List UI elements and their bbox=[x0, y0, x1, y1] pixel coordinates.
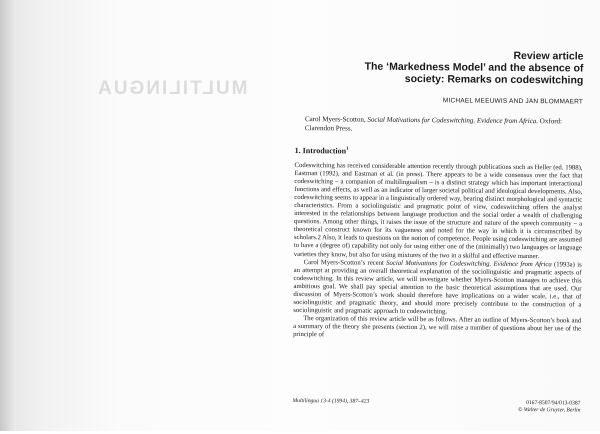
reviewed-work-citation bbox=[295, 115, 583, 136]
section-heading bbox=[295, 146, 583, 158]
reviewed-title: Social Motivations for Codeswitching. Evidence from Africa. bbox=[367, 115, 539, 126]
article-title-line-1: The ‘Markedness Model’ and the absence of bbox=[364, 60, 584, 75]
bleed-through-text: MULTILINGUA bbox=[96, 78, 248, 99]
reviewed-author: Carol Myers-Scotton, bbox=[304, 115, 366, 124]
journal-page bbox=[292, 0, 584, 433]
page-footer bbox=[292, 398, 580, 415]
section-heading-text: 1. Introduction bbox=[294, 145, 347, 156]
copyright-block bbox=[518, 400, 580, 415]
article-body bbox=[293, 162, 583, 342]
journal-citation: Multilingua 13-4 (1994), 387–423 bbox=[292, 397, 370, 405]
issn: 0167-8507/94/013-0387 bbox=[526, 400, 581, 407]
article-header bbox=[295, 0, 584, 87]
paragraph-3: The organization of this review article will be as follows. After an outline of Myers-Scotton’s book and a summary of the theory she presents (section 2), we will raise a number of questions about her use of the principle of bbox=[293, 314, 582, 339]
article-type: Review article bbox=[513, 49, 584, 63]
reviewed-publisher: Oxford: Clarendon Press. bbox=[304, 117, 563, 133]
footnote-mark: 1 bbox=[346, 146, 349, 152]
paragraph-1: Codeswitching has received considerable attention recently through publications such as Heller (ed. 1988), Eastman (1992), and Eastman et al. (in press). There appears to be a wide consensus over the fact that codeswitching – a companion of multilingualism – is a distinct strategy which has important interactional functions and effects, as well as an indicator of larger societal political and ideological developments. Also, codeswitching seems to appear in a linguistically ordered way, bearing distinct morphological and syntactic characteristics. From a sociolinguistic and pragmatic point of view, codeswitching offers the analyst interested in the relationships between language production and the social order a wealth of challenging questions. Among other things, it raises the issue of the structure and nature of the speech community – a theoretical construct known for its vagueness and noted for the way in which it is circumscribed by scholars.2 Also, it leads to questions on the notion of competence. People using codeswitching are assumed to have a (degree of) capability not only for using either one of the (minimally) two languages or language varieties they know, but also for using mixtures of the two in a skilful and effective manner. bbox=[293, 161, 583, 260]
book-gutter-shadow bbox=[0, 0, 16, 431]
article-title-line-2: society: Remarks on codeswitching bbox=[404, 72, 584, 87]
publisher-copyright: © Walter de Gruyter, Berlin bbox=[518, 406, 581, 414]
author-names: MICHAEL MEEUWIS AND JAN BLOMMAERT bbox=[442, 97, 584, 106]
paragraph-2: Carol Myers-Scotton’s recent Social Motivations for Codeswitching. Evidence from Africa (1993a) is an attempt at providing an overall theoretical explanation of the sociolinguistic and pragmatic aspects of codeswitching. In this review article, we will investigate whether Myers-Scotton manages to achieve this ambitious goal. We shall pay special attention to the basic theoretical assumptions that are used. Our discussion of Myers-Scotton’s work should therefore have implications on a wider scale, i.e., that of sociolinguistic and pragmatic theory, and should more precisely contribute to the construction of a sociolinguistic and pragmatic approach to codeswitching. bbox=[293, 258, 582, 316]
